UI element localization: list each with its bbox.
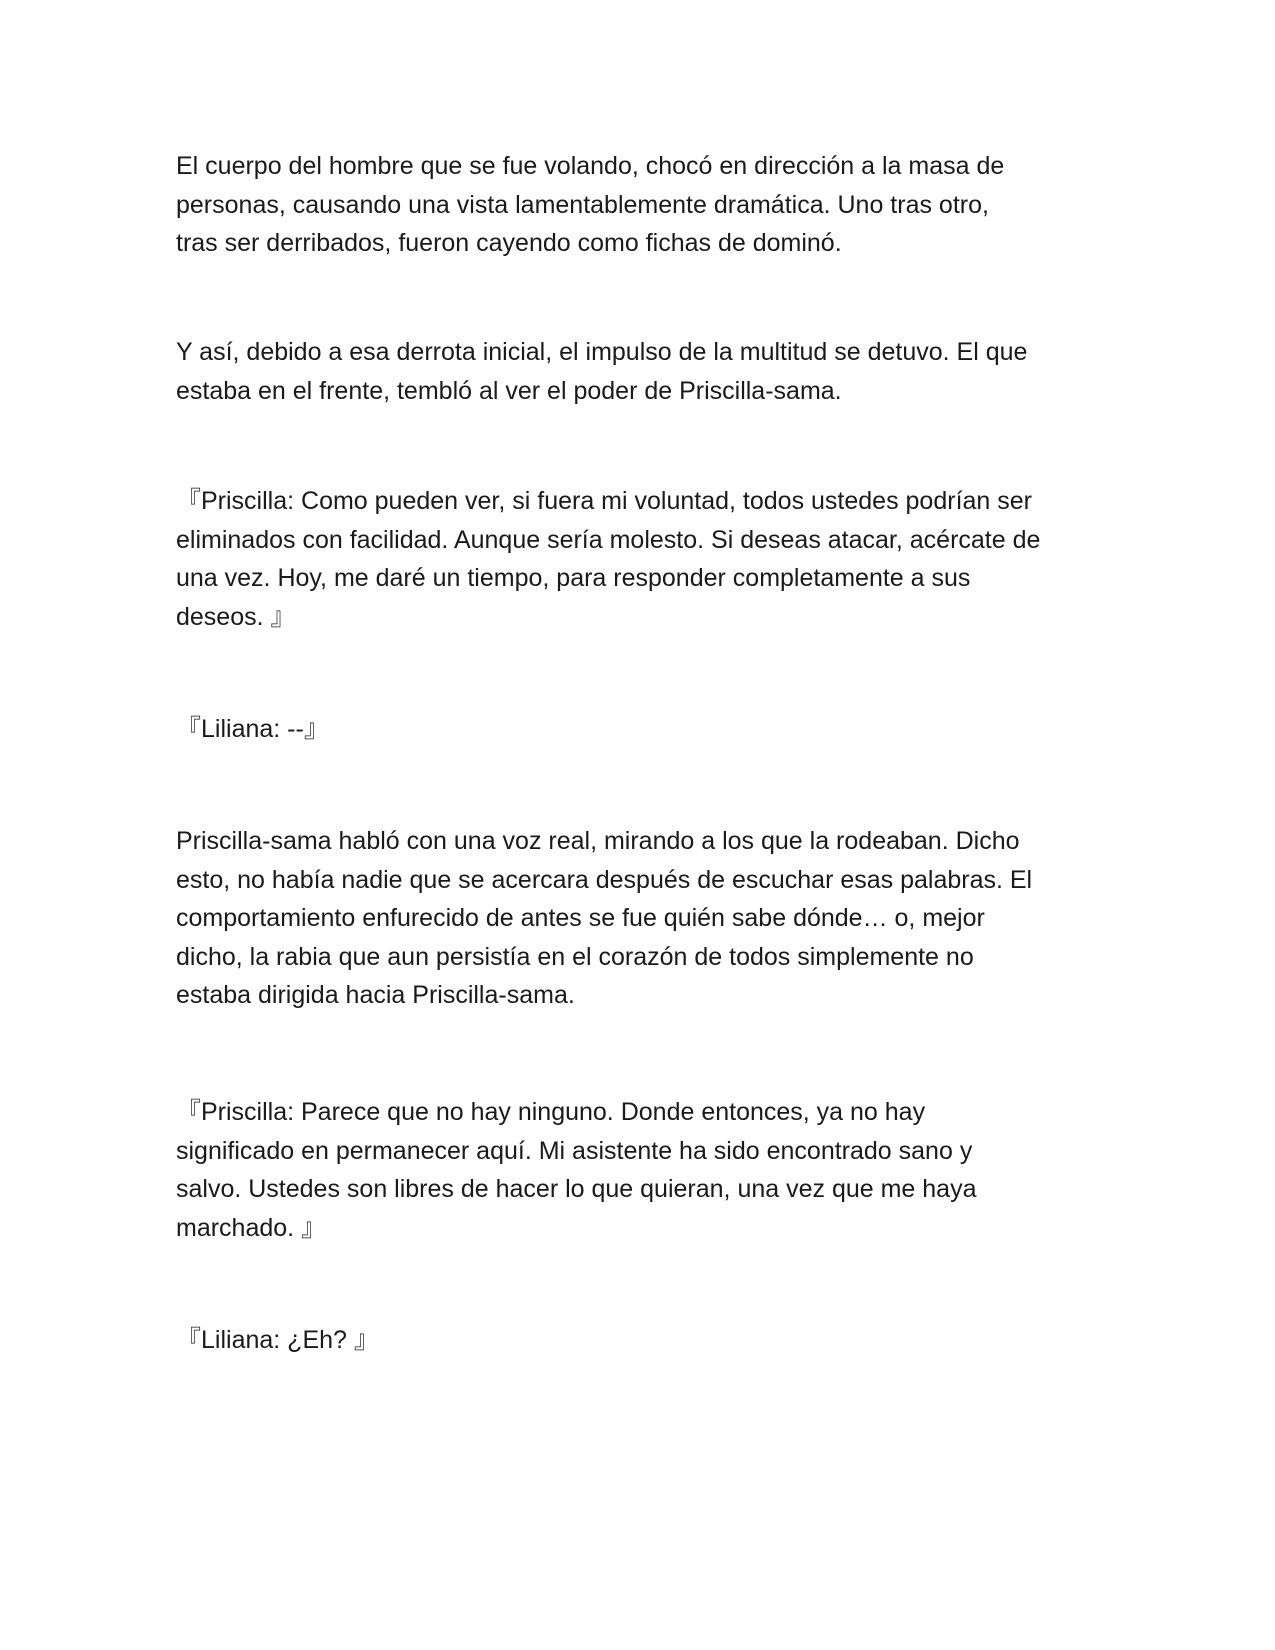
dialogue-liliana-2 (176, 1321, 1106, 1360)
text-line: dicho, la rabia que aun persistía en el corazón de todos simplemente no (176, 942, 974, 971)
text-line: El cuerpo del hombre que se fue volando, chocó en dirección a la masa de (176, 152, 1005, 180)
text-line: significado en permanecer aquí. Mi asistente ha sido encontrado sano y (176, 1136, 973, 1165)
text-line: eliminados con facilidad. Aunque sería molesto. Si deseas atacar, acércate de (176, 525, 1041, 554)
dialogue-priscilla-2 (176, 1093, 1106, 1247)
text-line: 『Priscilla: Como pueden ver, si fuera mi voluntad, todos ustedes podrían ser (176, 487, 1032, 515)
text-line: una vez. Hoy, me daré un tiempo, para responder completamente a sus (176, 564, 971, 592)
dialogue-liliana-1 (176, 710, 1106, 749)
text-line: esto, no había nadie que se acercara después de escuchar esas palabras. El (176, 865, 1033, 894)
text-line: salvo. Ustedes son libres de hacer lo que quieran, una vez que me haya (176, 1175, 977, 1203)
text-line: 『Liliana: ¿Eh? 』 (176, 1326, 379, 1354)
text-line: tras ser derribados, fueron cayendo como fichas de dominó. (176, 229, 842, 257)
text-line: personas, causando una vista lamentablemente dramática. Uno tras otro, (176, 190, 989, 219)
text-line: estaba dirigida hacia Priscilla-sama. (176, 981, 575, 1009)
text-line: 『Priscilla: Parece que no hay ninguno. Donde entonces, ya no hay (176, 1098, 926, 1126)
text-line: 『Liliana: --』 (176, 715, 329, 743)
paragraph-narration-1 (176, 147, 1106, 263)
dialogue-priscilla-1 (176, 482, 1106, 636)
text-line: comportamiento enfurecido de antes se fue quién sabe dónde… o, mejor (176, 904, 985, 932)
text-line: marchado. 』 (176, 1213, 327, 1242)
text-line: Y así, debido a esa derrota inicial, el impulso de la multitud se detuvo. El que (176, 338, 1028, 366)
text-line: estaba en el frente, tembló al ver el poder de Priscilla-sama. (176, 376, 842, 405)
text-line: deseos. 』 (176, 602, 296, 631)
paragraph-narration-3 (176, 822, 1106, 1015)
text-line: Priscilla-sama habló con una voz real, mirando a los que la rodeaban. Dicho (176, 827, 1020, 855)
paragraph-narration-2 (176, 333, 1106, 410)
